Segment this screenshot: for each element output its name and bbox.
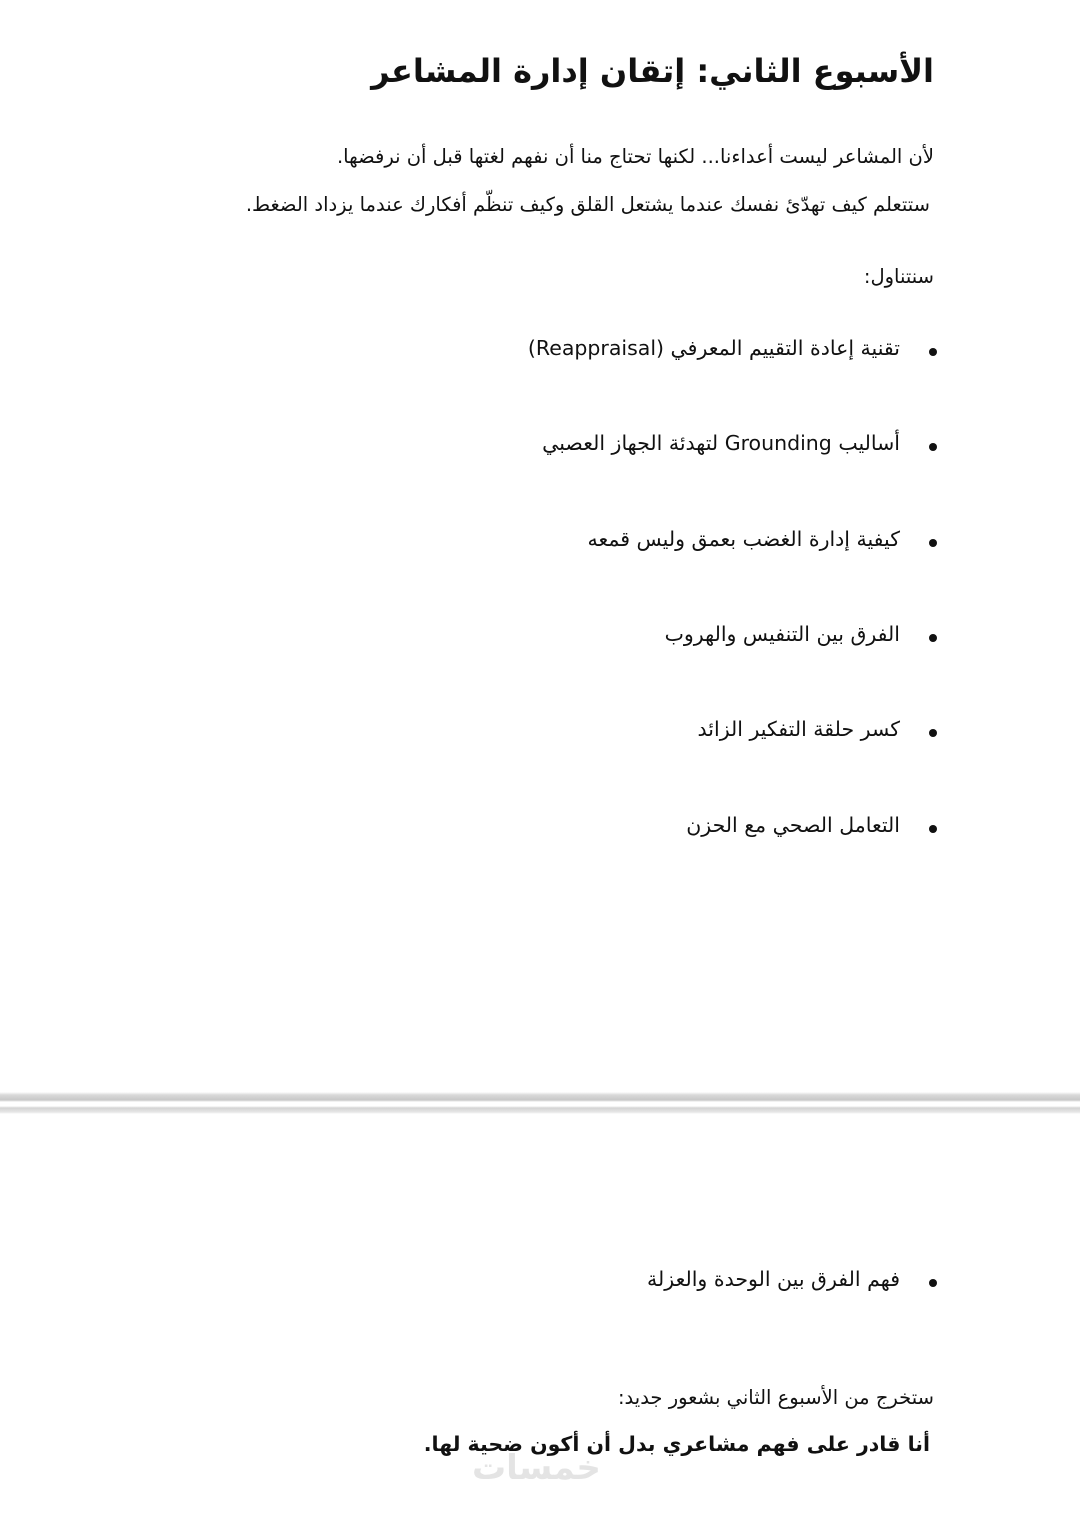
- bullet-icon: [929, 443, 937, 451]
- outcome-statement: أنا قادر على فهم مشاعري بدل أن أكون ضحية لها.: [423, 1432, 930, 1456]
- list-item: [542, 431, 900, 461]
- list-item-text: الفرق بين التنفيس والهروب: [664, 622, 900, 646]
- bullet-icon: [929, 539, 937, 547]
- list-item-text: كيفية إدارة الغضب بعمق وليس قمعه: [587, 527, 900, 551]
- list-item-text: التعامل الصحي مع الحزن: [686, 813, 900, 837]
- bullet-icon: [929, 729, 937, 737]
- list-item: [647, 1267, 900, 1297]
- topics-label: سنتناول:: [863, 265, 934, 288]
- intro-line-2: ستتعلم كيف تهدّئ نفسك عندما يشتعل القلق وكيف تنظّم أفكارك عندما يزداد الضغط.: [245, 193, 930, 216]
- list-item: [686, 813, 900, 843]
- page-separator: [0, 1092, 1080, 1114]
- page-title: الأسبوع الثاني: إتقان إدارة المشاعر: [371, 52, 934, 90]
- list-item: [698, 717, 900, 747]
- bullet-icon: [929, 1279, 937, 1287]
- list-item-text: كسر حلقة التفكير الزائد: [697, 717, 900, 741]
- list-item: [587, 527, 900, 557]
- watermark-logo: خمسات: [472, 1448, 601, 1488]
- bullet-icon: [929, 825, 937, 833]
- list-item: [665, 622, 900, 652]
- document-page-2: [0, 1114, 1080, 1520]
- list-item-text: تقنية إعادة التقييم المعرفي (Reappraisal): [527, 336, 900, 360]
- list-item-text: أساليب Grounding لتهدئة الجهاز العصبي: [542, 431, 900, 455]
- intro-line-1: لأن المشاعر ليست أعداءنا... لكنها تحتاج منا أن نفهم لغتها قبل أن نرفضها.: [336, 145, 934, 168]
- list-item: [528, 336, 900, 366]
- bullet-icon: [929, 348, 937, 356]
- bullet-icon: [929, 634, 937, 642]
- outcome-label: ستخرج من الأسبوع الثاني بشعور جديد:: [617, 1386, 934, 1409]
- list-item-text: فهم الفرق بين الوحدة والعزلة: [647, 1267, 900, 1291]
